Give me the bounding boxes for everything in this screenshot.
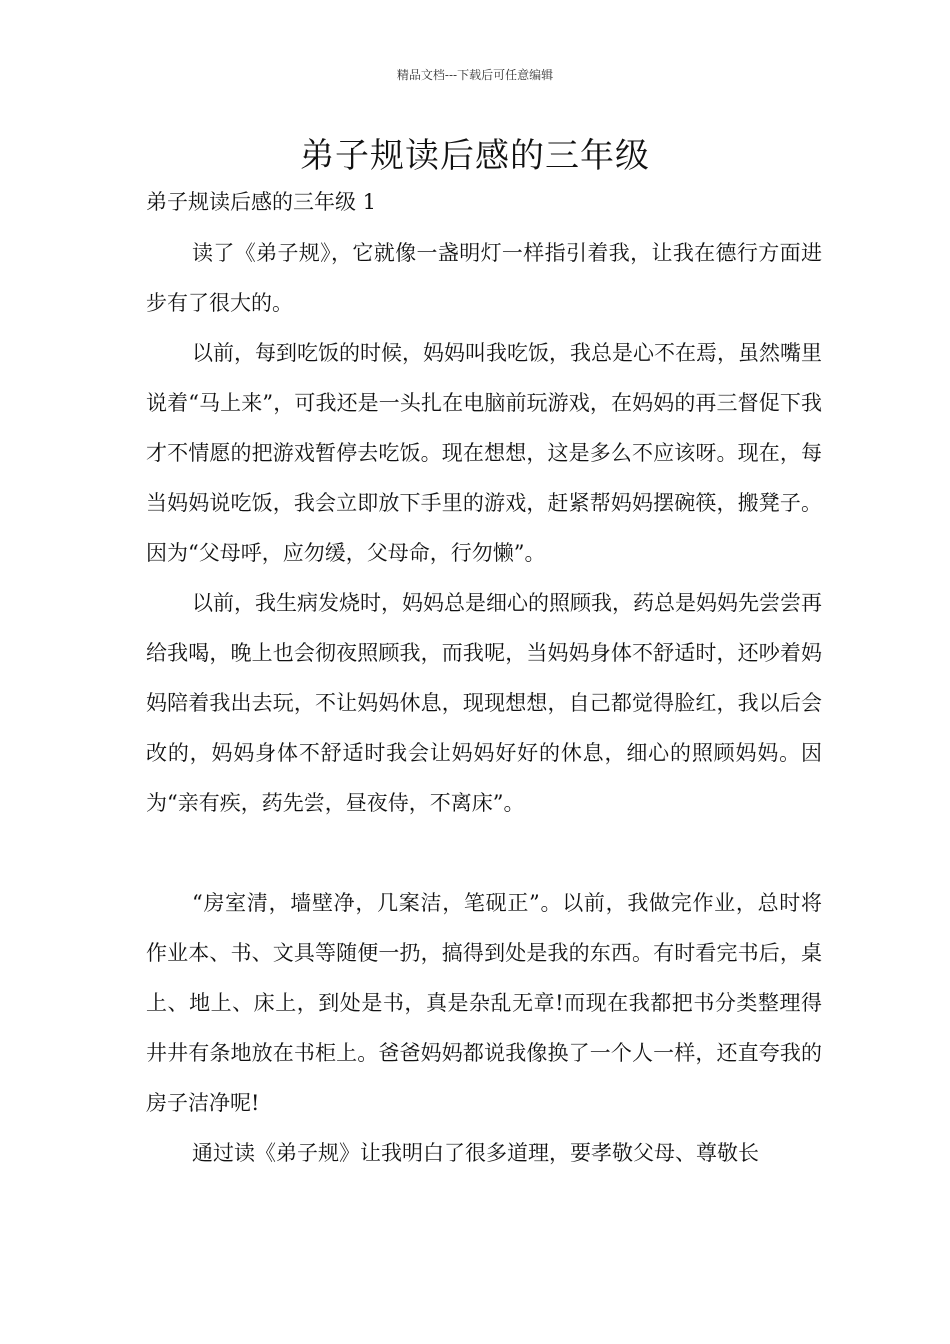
paragraph: 通过读《弟子规》让我明白了很多道理，要孝敬父母、尊敬长 — [192, 1141, 759, 1165]
paragraph: 以前，我生病发烧时，妈妈总是细心的照顾我，药总是妈妈先尝尝再给我喝，晚上也会彻夜照顾我，而我呢，当妈妈身体不舒适时，还吵着妈妈陪着我出去玩，不让妈妈休息，现现想想，自己都觉得脸红，我以后会改的，妈妈身体不舒适时我会让妈妈好好的休息，细心的照顾妈妈。因为“亲有疾，药先尝，昼夜侍，不离床”。 — [146, 591, 822, 815]
page-header: 精品文档---下载后可任意编辑 — [396, 68, 554, 82]
paragraph: 读了《弟子规》，它就像一盏明灯一样指引着我，让我在德行方面进步有了很大的。 — [146, 241, 822, 315]
document-subtitle: 弟子规读后感的三年级 1 — [146, 190, 377, 214]
paragraph: “房室清，墙壁净，几案洁，笔砚正”。以前，我做完作业，总时将作业本、书、文具等随便一扔，搞得到处是我的东西。有时看完书后，桌上、地上、床上，到处是书，真是杂乱无章!而现在我都把书分类整理得井井有条地放在书柜上。爸爸妈妈都说我像换了一个人一样，还直夸我的房子洁净呢! — [146, 891, 822, 1115]
document-body — [146, 228, 822, 1178]
paragraph-spacer — [146, 828, 822, 878]
document-title: 弟子规读后感的三年级 — [300, 136, 650, 176]
paragraph: 以前，每到吃饭的时候，妈妈叫我吃饭，我总是心不在焉，虽然嘴里说着“马上来”，可我还是一头扎在电脑前玩游戏，在妈妈的再三督促下我才不情愿的把游戏暂停去吃饭。现在想想，这是多么不应该呀。现在，每当妈妈说吃饭，我会立即放下手里的游戏，赶紧帮妈妈摆碗筷，搬凳子。因为“父母呼，应勿缓，父母命，行勿懒”。 — [146, 341, 822, 565]
